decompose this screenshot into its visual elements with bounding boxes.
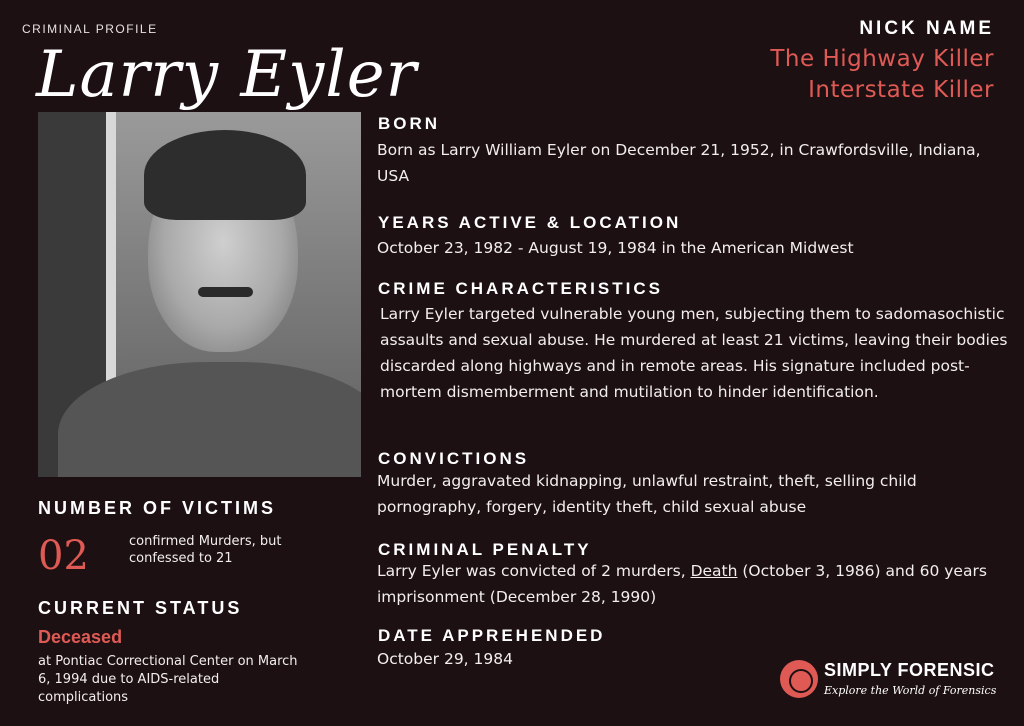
victim-count-note: confirmed Murders, but confessed to 21 (129, 534, 282, 566)
years-active-text: October 23, 1982 - August 19, 1984 in the American Midwest (377, 239, 854, 257)
logo-subtitle: Explore the World of Forensics (824, 684, 997, 697)
victim-count: 02 (38, 533, 89, 579)
status-note: at Pontiac Correctional Center on March 6, 1994 due to AIDS-related complications (38, 654, 298, 705)
nickname-primary: The Highway Killer (770, 46, 994, 72)
penalty-text-before: Larry Eyler was convicted of 2 murders, (377, 562, 691, 580)
crime-characteristics-text: Larry Eyler targeted vulnerable young men, subjecting them to sadomasochistic assaults and sexual abuse. He murdered at least 21 victims, leaving their bodies discarded along highways and in remote areas. His signature included post-mortem dismemberment and mutilation to hinder identification. (380, 305, 1008, 401)
criminal-penalty-text (377, 558, 987, 610)
profile-eyebrow: CRIMINAL PROFILE (22, 22, 158, 36)
mugshot-photo (38, 112, 361, 477)
convictions-text: Murder, aggravated kidnapping, unlawful restraint, theft, selling child pornography, forgery, identity theft, child sexual abuse (377, 472, 917, 516)
logo-title: SIMPLY FORENSIC (824, 660, 995, 680)
criminal-penalty-title: CRIMINAL PENALTY (378, 540, 592, 559)
penalty-death-link[interactable]: Death (690, 562, 738, 580)
crime-characteristics-title: CRIME CHARACTERISTICS (378, 279, 663, 298)
born-text: Born as Larry William Eyler on December 21, 1952, in Crawfordsville, Indiana, USA (377, 141, 981, 185)
photo-mustache (198, 287, 253, 297)
fingerprint-icon (780, 660, 818, 698)
born-title: BORN (378, 114, 441, 133)
years-active-title: YEARS ACTIVE & LOCATION (378, 213, 682, 232)
convictions-title: CONVICTIONS (378, 449, 530, 468)
victims-title: NUMBER OF VICTIMS (38, 498, 276, 518)
simply-forensic-logo[interactable] (780, 660, 1000, 704)
photo-hair (144, 130, 306, 220)
status-title: CURRENT STATUS (38, 598, 243, 618)
nickname-secondary: Interstate Killer (808, 77, 994, 103)
penalty-text-after: (October 3, 1986) and 60 years imprisonment (December 28, 1990) (377, 562, 987, 606)
date-apprehended-text: October 29, 1984 (377, 650, 513, 668)
date-apprehended-title: DATE APPREHENDED (378, 626, 606, 645)
status-value: Deceased (38, 627, 123, 647)
nickname-title: NICK NAME (859, 18, 994, 39)
criminal-name: Larry Eyler (36, 38, 418, 112)
